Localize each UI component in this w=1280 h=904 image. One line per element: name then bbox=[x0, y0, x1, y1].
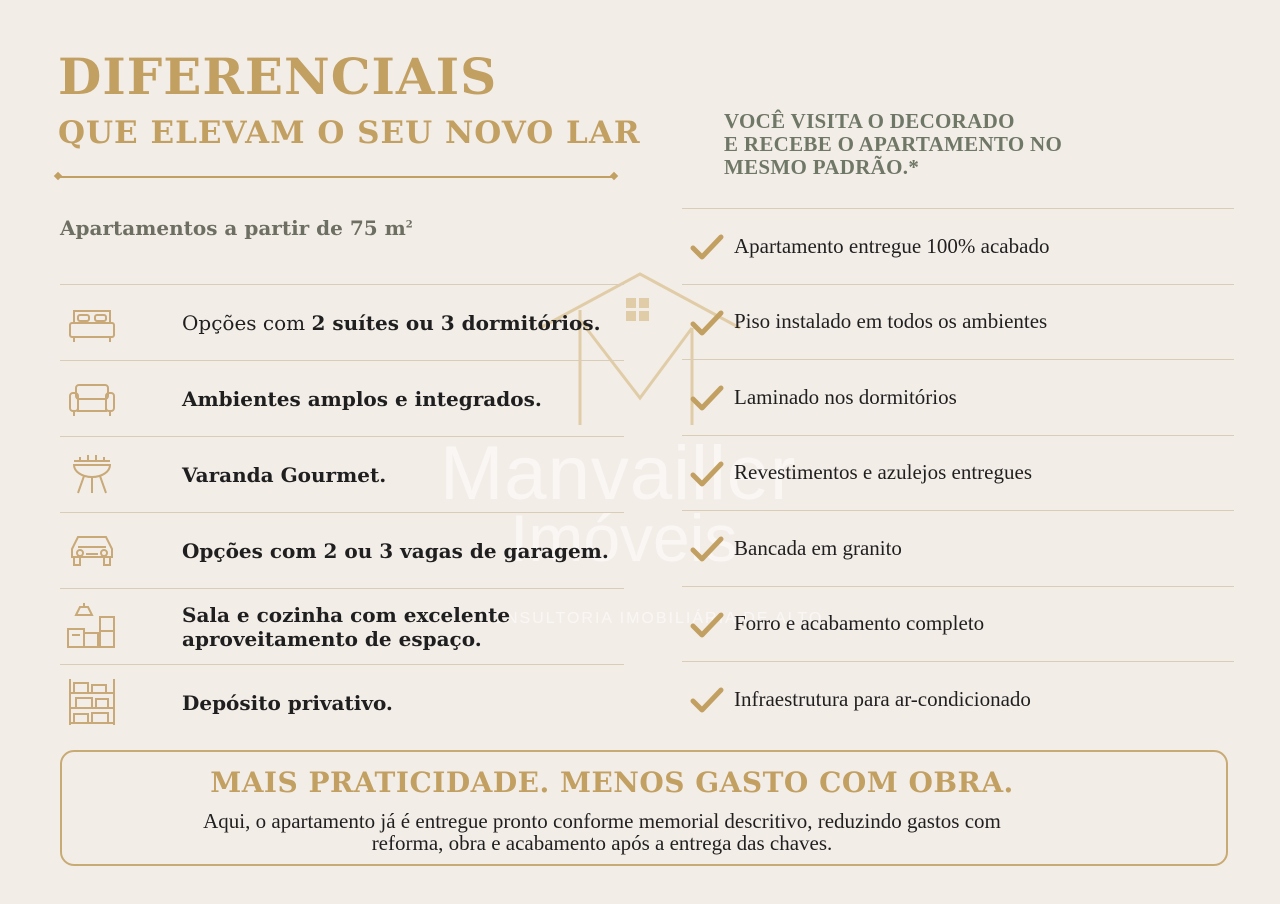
area-subtitle bbox=[60, 216, 413, 240]
feature-text bbox=[182, 311, 601, 335]
title-divider bbox=[58, 176, 614, 178]
feature-item bbox=[60, 512, 624, 588]
highlight-text bbox=[62, 810, 1142, 854]
sofa-icon bbox=[66, 373, 118, 423]
right-heading-line1: VOCÊ VISITA O DECORADO bbox=[724, 109, 1015, 133]
check-text: Revestimentos e azulejos entregues bbox=[734, 460, 1032, 485]
included-items-list bbox=[682, 208, 1234, 737]
feature-item bbox=[60, 360, 624, 436]
area-unit-sup: 2 bbox=[405, 219, 413, 231]
check-item bbox=[682, 359, 1234, 435]
feature-text bbox=[182, 691, 393, 715]
feature-text-bold: Ambientes amplos e integrados. bbox=[182, 386, 542, 411]
highlight-box bbox=[60, 750, 1228, 866]
highlight-title: MAIS PRATICIDADE. MENOS GASTO COM OBRA. bbox=[210, 766, 1014, 799]
check-icon bbox=[690, 611, 724, 639]
feature-text bbox=[182, 603, 510, 651]
feature-item bbox=[60, 664, 624, 740]
grill-icon bbox=[66, 449, 118, 499]
highlight-text-line2: reforma, obra e acabamento após a entrega das chaves. bbox=[371, 831, 833, 855]
watermark-line3: CONSULTORIA IMOBILIÁRIA DE ALTO bbox=[478, 610, 824, 627]
feature-text-bold: Opções com 2 ou 3 vagas de garagem. bbox=[182, 538, 609, 563]
watermark-line2: Imóveis bbox=[510, 501, 738, 575]
check-item bbox=[682, 435, 1234, 511]
check-item bbox=[682, 661, 1234, 737]
watermark-line1: Manvailler bbox=[440, 431, 797, 516]
area-subtitle-text: Apartamentos a partir de 75 m bbox=[60, 216, 406, 240]
check-icon bbox=[690, 535, 724, 563]
check-icon bbox=[690, 384, 724, 412]
feature-text-bold-line2: aproveitamento de espaço. bbox=[182, 626, 482, 651]
right-heading-line2: E RECEBE O APARTAMENTO NO bbox=[724, 132, 1063, 156]
feature-text bbox=[182, 463, 386, 487]
check-text: Laminado nos dormitórios bbox=[734, 384, 957, 409]
feature-text-normal: Opções com bbox=[182, 310, 312, 335]
check-icon bbox=[690, 233, 724, 261]
shelf-icon bbox=[66, 677, 118, 727]
check-item bbox=[682, 510, 1234, 586]
right-heading bbox=[724, 110, 1062, 179]
feature-text-bold: Sala e cozinha com excelente bbox=[182, 602, 511, 627]
feature-text-bold: Depósito privativo. bbox=[182, 690, 393, 715]
bed-icon bbox=[66, 297, 118, 347]
feature-item bbox=[60, 284, 624, 360]
feature-item bbox=[60, 436, 624, 512]
page-title: DIFERENCIAIS bbox=[58, 47, 498, 106]
check-icon bbox=[690, 686, 724, 714]
feature-text-bold: 2 suítes ou 3 dormitórios. bbox=[311, 310, 601, 335]
check-text: Infraestrutura para ar-condicionado bbox=[734, 686, 1031, 711]
check-text: Apartamento entregue 100% acabado bbox=[734, 233, 1050, 258]
page-subheading: QUE ELEVAM O SEU NOVO LAR bbox=[58, 115, 641, 151]
check-text: Bancada em granito bbox=[734, 535, 902, 560]
check-text: Forro e acabamento completo bbox=[734, 611, 985, 636]
check-item bbox=[682, 208, 1234, 284]
check-item bbox=[682, 586, 1234, 662]
feature-item bbox=[60, 588, 624, 664]
feature-text-bold: Varanda Gourmet. bbox=[182, 462, 387, 487]
feature-text bbox=[182, 387, 542, 411]
check-text: Piso instalado em todos os ambientes bbox=[734, 309, 1048, 334]
check-item bbox=[682, 284, 1234, 360]
right-heading-line3: MESMO PADRÃO.* bbox=[724, 155, 920, 179]
check-icon bbox=[690, 460, 724, 488]
highlight-text-line1: Aqui, o apartamento já é entregue pronto conforme memorial descritivo, reduzindo gastos com bbox=[203, 809, 1001, 833]
check-icon bbox=[690, 309, 724, 337]
feature-text bbox=[182, 539, 609, 563]
car-icon bbox=[66, 525, 118, 575]
kitchen-icon bbox=[66, 601, 118, 651]
features-list bbox=[60, 284, 624, 740]
